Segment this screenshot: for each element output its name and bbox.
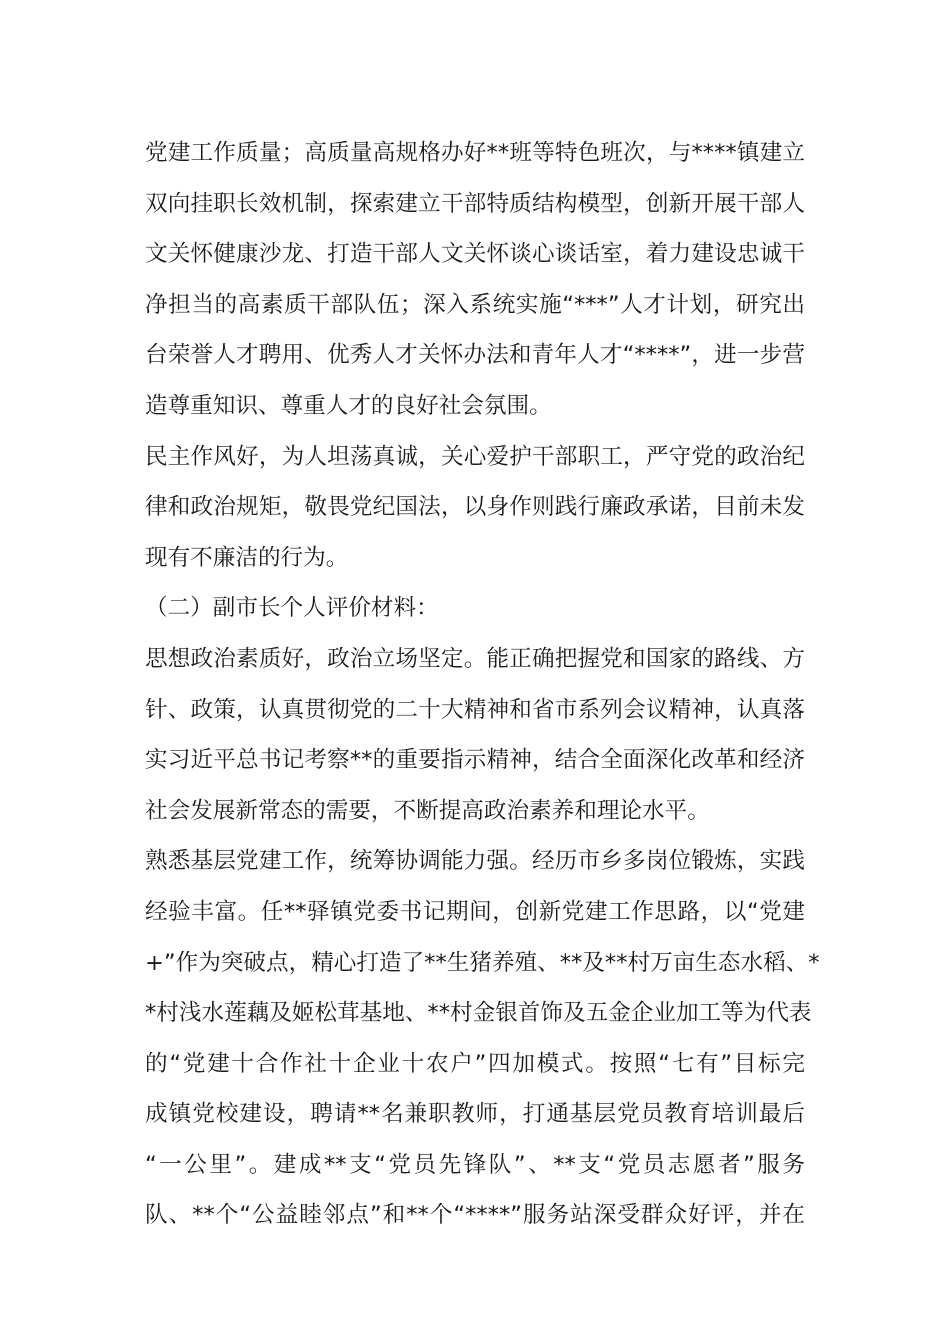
text-line: 成镇党校建设，聘请**名兼职教师，打通基层党员教育培训最后 (145, 1101, 805, 1128)
text-line: 经验丰富。任**驿镇党委书记期间，创新党建工作思路，以“党建 (145, 898, 805, 925)
text-line: 净担当的高素质干部队伍；深入系统实施“***”人才计划，研究出 (145, 291, 805, 318)
text-line: *村浅水莲藕及姬松茸基地、**村金银首饰及五金企业加工等为代表 (145, 1000, 812, 1027)
text-line: 台荣誉人才聘用、优秀人才关怀办法和青年人才“****”，进一步营 (145, 342, 805, 369)
paragraph (145, 836, 820, 1241)
text-line: 造尊重知识、尊重人才的良好社会氛围。 (145, 392, 552, 419)
text-line: （二）副市长个人评价材料： (145, 595, 439, 622)
text-line: 现有不廉洁的行为。 (145, 544, 349, 571)
text-line: “一公里”。建成**支“党员先锋队”、**支“党员志愿者”服务 (145, 1151, 805, 1178)
text-line: +”作为突破点，精心打造了**生猪养殖、**及**村万亩生态水稻、* (145, 949, 820, 976)
text-line: 队、**个“公益睦邻点”和**个“****”服务站深受群众好评，并在 (145, 1202, 805, 1229)
text-line: 民主作风好，为人坦荡真诚，关心爱护干部职工，严守党的政治纪 (145, 443, 805, 470)
document-body (145, 128, 820, 1241)
text-line: 针、政策，认真贯彻党的二十大精神和省市系列会议精神，认真落 (145, 696, 805, 723)
paragraph (145, 583, 805, 634)
paragraph (145, 128, 805, 432)
text-line: 双向挂职长效机制，探索建立干部特质结构模型，创新开展干部人 (145, 190, 805, 217)
text-line: 党建工作质量；高质量高规格办好**班等特色班次，与****镇建立 (145, 140, 805, 166)
text-line: 律和政治规矩，敬畏党纪国法，以身作则践行廉政承诺，目前未发 (145, 494, 805, 521)
paragraph (145, 634, 805, 836)
text-line: 的“党建十合作社十企业十农户”四加模式。按照“七有”目标完 (145, 1050, 805, 1077)
text-line: 实习近平总书记考察**的重要指示精神，结合全面深化改革和经济 (145, 747, 805, 774)
text-line: 熟悉基层党建工作，统筹协调能力强。经历市乡多岗位锻炼，实践 (145, 848, 805, 875)
text-line: 社会发展新常态的需要，不断提高政治素养和理论水平。 (145, 797, 710, 824)
paragraph (145, 432, 805, 584)
text-line: 文关怀健康沙龙、打造干部人文关怀谈心谈话室，着力建设忠诚干 (145, 241, 805, 268)
text-line: 思想政治素质好，政治立场坚定。能正确把握党和国家的路线、方 (145, 645, 805, 672)
